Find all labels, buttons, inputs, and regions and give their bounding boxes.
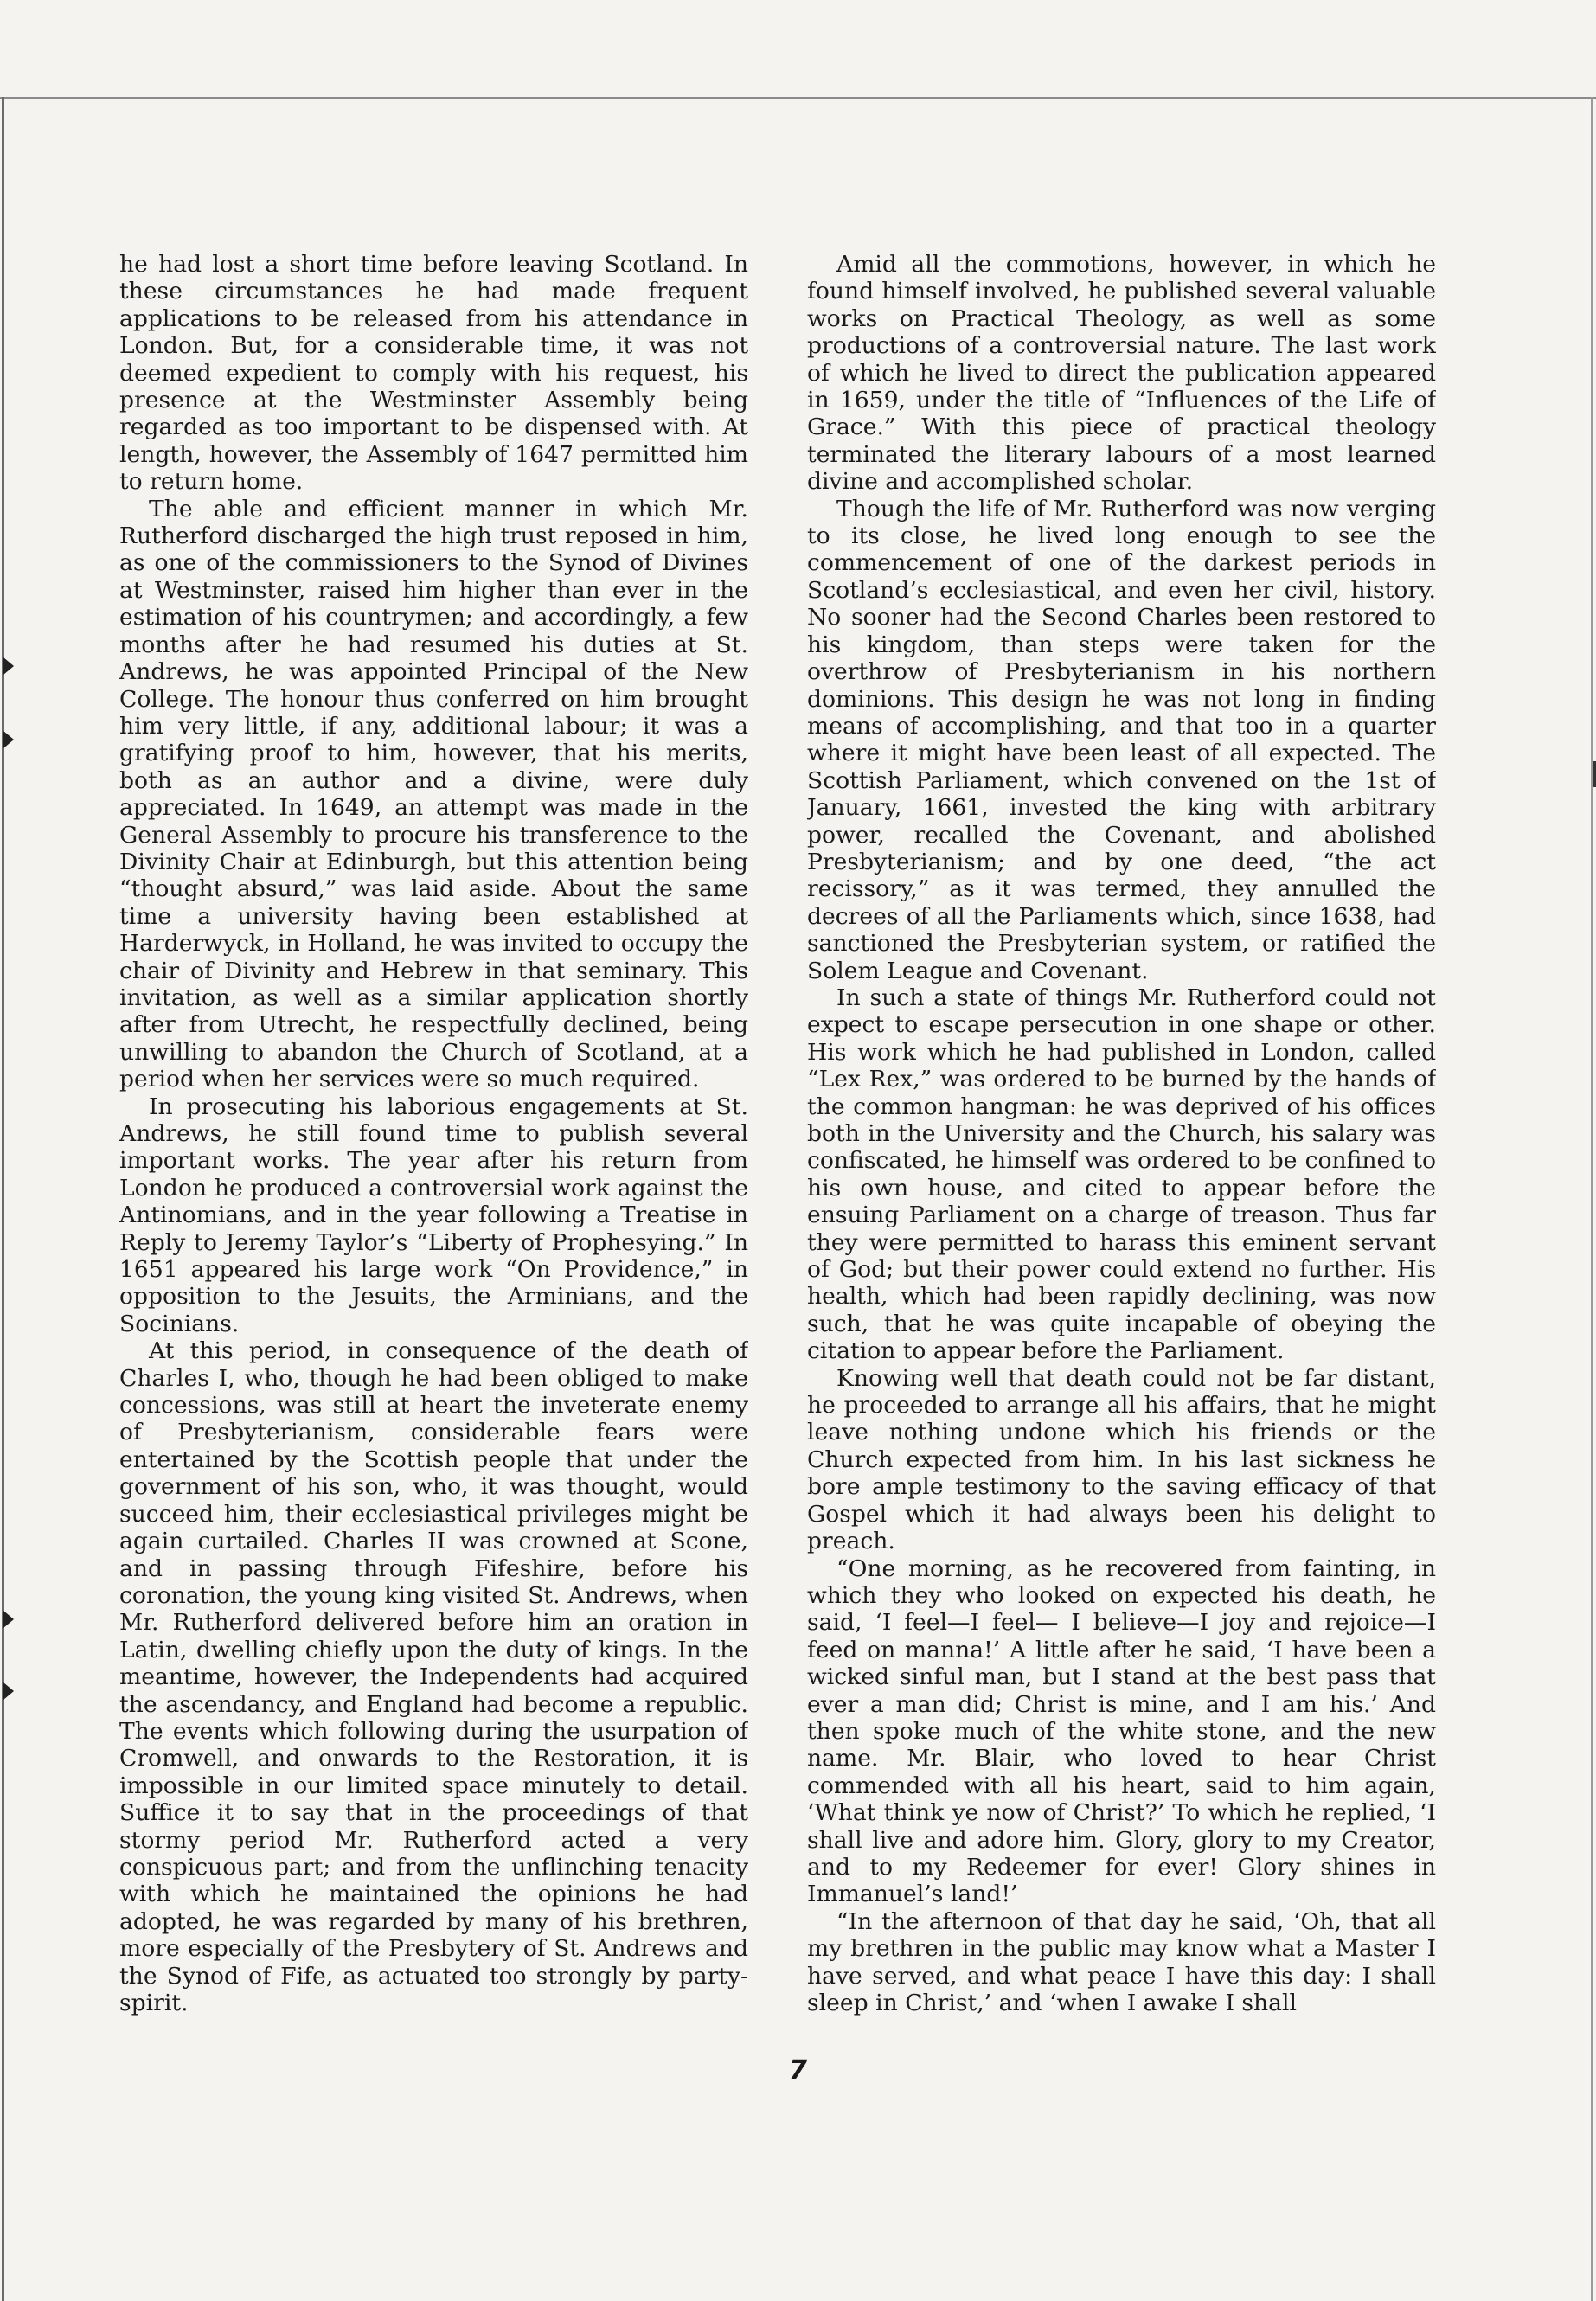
paragraph: In such a state of things Mr. Rutherford could not expect to escape persecution in one shape or other. His work which he had published in London, called “Lex Rex,” was ordered to be burned by the hands of the common hangman: he was deprived of his offices both in the University and the Church, his salary was confiscated, he himself was ordered to be confined to his own house, and cited to appear before the ensuing Parliament on a charge of treason. Thus far they were permitted to harass this eminent servant of God; but their power could extend no further. His health, which had been rapidly declining, was now such, that he was quite incapable of obeying the citation to appear before the Parliament.	[807, 984, 1436, 1365]
left-column	[119, 251, 748, 2033]
paragraph: “One morning, as he recovered from fainting, in which they who looked on expected his death, he said, ‘I feel—I feel— I believe—I joy and rejoice—I feed on manna!’ A little after he said, ‘I have been a wicked sinful man, but I stand at the best pass that ever a man did; Christ is mine, and I am his.’ And then spoke much of the white stone, and the new name. Mr. Blair, who loved to hear Christ commended with all his heart, said to him again, ‘What think ye now of Christ?’ To which he replied, ‘I shall live and adore him. Glory, glory to my Creator, and to my Redeemer for ever! Glory shines in Immanuel’s land!’	[807, 1554, 1436, 1908]
scan-mark	[1593, 761, 1596, 787]
registration-mark-icon	[3, 1611, 14, 1628]
page-number: 7	[789, 2055, 807, 2086]
paragraph: Knowing well that death could not be far distant, he proceeded to arrange all his affairs, that he might leave nothing undone which his friends or the Church expected from him. In his last sickness he bore ample testimony to the saving efficacy of that Gospel which it had always been his delight to preach.	[807, 1364, 1436, 1555]
scan-edge-left	[2, 97, 4, 2301]
registration-mark-icon	[3, 657, 14, 675]
registration-mark-icon	[3, 731, 14, 748]
scan-edge-top	[0, 97, 1596, 99]
paragraph: “In the afternoon of that day he said, ‘Oh, that all my brethren in the public may know what a Master I have served, and what peace I have this day: I shall sleep in Christ,’ and ‘when I awake I shall	[807, 1907, 1436, 2016]
paragraph: In prosecuting his laborious engagements at St. Andrews, he still found time to publish several important works. The year after his return from London he produced a controversial work against the Antinomians, and in the year following a Treatise in Reply to Jeremy Taylor’s “Liberty of Prophesying.” In 1651 appeared his large work “On Providence,” in opposition to the Jesuits, the Arminians, and the Socinians.	[119, 1093, 748, 1337]
registration-mark-icon	[3, 1682, 14, 1700]
paragraph: he had lost a short time before leaving Scotland. In these circumstances he had made frequent applications to be released from his attendance in London. But, for a considerable time, it was not deemed expedient to comply with his request, his presence at the Westminster Assembly being regarded as too important to be dispensed with. At length, however, the Assembly of 1647 permitted him to return home.	[119, 251, 748, 496]
right-column	[807, 251, 1436, 2033]
scan-edge-right	[1591, 97, 1593, 2301]
paragraph: Amid all the commotions, however, in which he found himself involved, he published several valuable works on Practical Theology, as well as some productions of a controversial nature. The last work of which he lived to direct the publication appeared in 1659, under the title of “Influences of the Life of Grace.” With this piece of practical theology terminated the literary labours of a most learned divine and accomplished scholar.	[807, 251, 1436, 496]
paragraph: At this period, in consequence of the death of Charles I, who, though he had been obliged to make concessions, was still at heart the inveterate enemy of Presbyterianism, considerable fears were entertained by the Scottish people that under the government of his son, who, it was thought, would succeed him, their ecclesiastical privileges might be again curtailed. Charles II was crowned at Scone, and in passing through Fifeshire, before his coronation, the young king visited St. Andrews, when Mr. Rutherford delivered before him an oration in Latin, dwelling chiefly upon the duty of kings. In the meantime, however, the Independents had acquired the ascendancy, and England had become a republic. The events which following during the usurpation of Cromwell, and onwards to the Restoration, it is impossible in our limited space minutely to detail. Suffice it to say that in the proceedings of that stormy period Mr. Rutherford acted a very conspicuous part; and from the unflinching tenacity with which he maintained the opinions he had adopted, he was regarded by many of his brethren, more especially of the Presbytery of St. Andrews and the Synod of Fife, as actuated too strongly by party-spirit.	[119, 1337, 748, 2016]
paragraph: The able and efficient manner in which Mr. Rutherford discharged the high trust reposed in him, as one of the commissioners to the Synod of Divines at Westminster, raised him higher than ever in the estimation of his countrymen; and accordingly, a few months after he had resumed his duties at St. Andrews, he was appointed Principal of the New College. The honour thus conferred on him brought him very little, if any, additional labour; it was a gratifying proof to him, however, that his merits, both as an author and a divine, were duly appreciated. In 1649, an attempt was made in the General Assembly to procure his transference to the Divinity Chair at Edinburgh, but this attention being “thought absurd,” was laid aside. About the same time a university having been established at Harderwyck, in Holland, he was invited to occupy the chair of Divinity and Hebrew in that seminary. This invitation, as well as a similar application shortly after from Utrecht, he respectfully declined, being unwilling to abandon the Church of Scotland, at a period when her services were so much required.	[119, 495, 748, 1093]
paragraph: Though the life of Mr. Rutherford was now verging to its close, he lived long enough to see the commencement of one of the darkest periods in Scotland’s ecclesiastical, and even her civil, history. No sooner had the Second Charles been restored to his kingdom, than steps were taken for the overthrow of Presbyterianism in his northern dominions. This design he was not long in finding means of accomplishing, and that too in a quarter where it might have been least of all expected. The Scottish Parliament, which convened on the 1st of January, 1661, invested the king with arbitrary power, recalled the Covenant, and abolished Presbyterianism; and by one deed, “the act recissory,” as it was termed, they annulled the decrees of all the Parliaments which, since 1638, had sanctioned the Presbyterian system, or ratified the Solem League and Covenant.	[807, 495, 1436, 984]
